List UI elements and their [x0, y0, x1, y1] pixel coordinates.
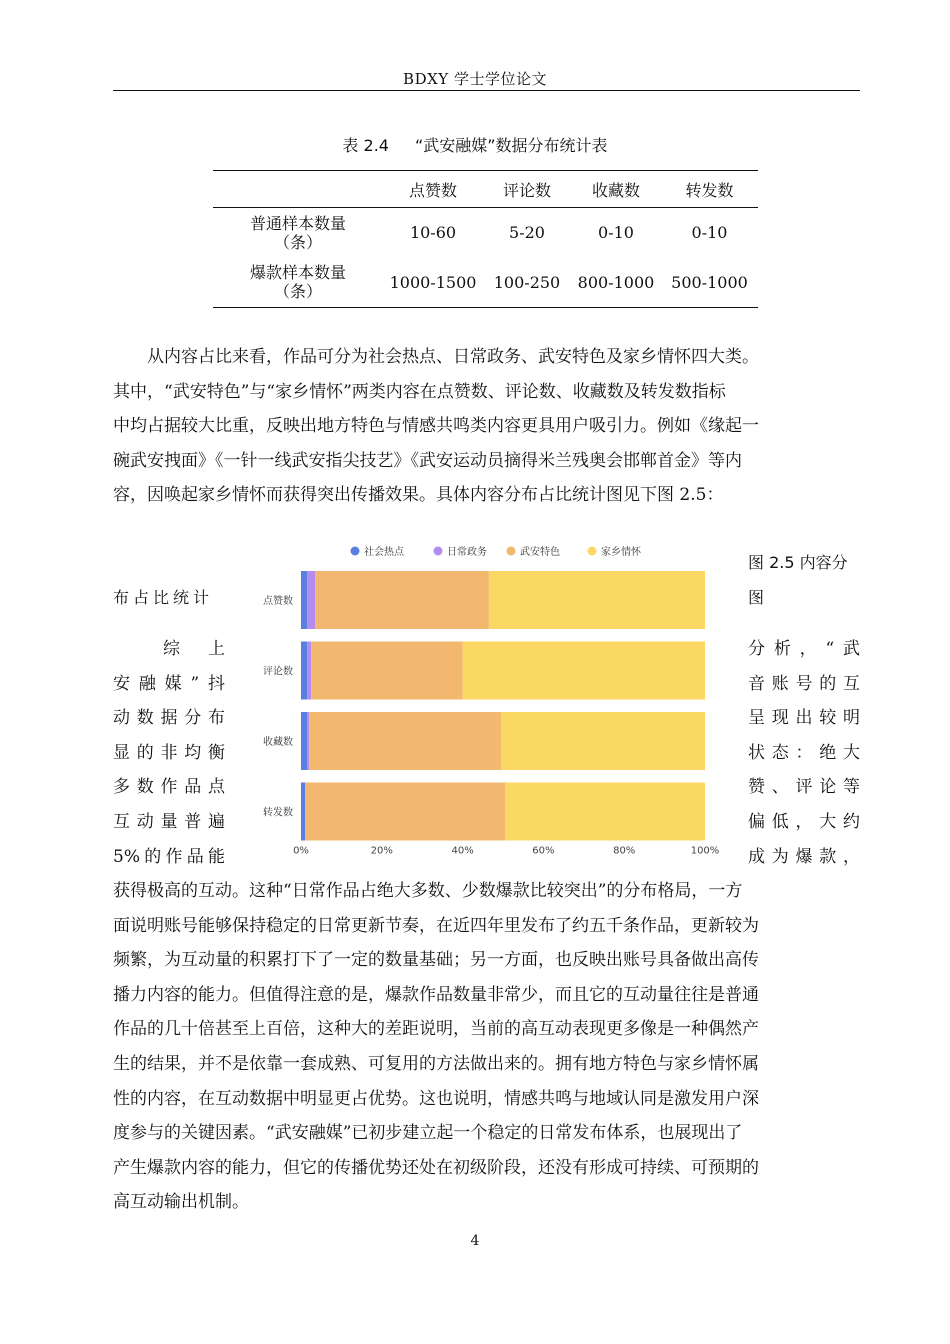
row-label: [213, 258, 383, 308]
bar-segment: [301, 712, 307, 770]
paragraph-line: 性的内容，在互动数据中明显更占优势。这也说明，情感共鸣与地域认同是激发用户深: [113, 1088, 759, 1109]
x-tick-label: 60%: [532, 845, 555, 857]
legend-label: 家乡情怀: [601, 547, 641, 558]
paragraph-line: 综 上: [163, 639, 225, 659]
table-row: [213, 258, 758, 308]
paragraph-line: 获得极高的互动。这种“日常作品占绝大多数、少数爆款比较突出”的分布格局，一方: [113, 881, 743, 901]
table-caption-number: 表 2.4: [342, 136, 389, 155]
paragraph-line: 赞、评论等: [748, 777, 860, 798]
paragraph-line: 作品的几十倍甚至上百倍，这种大的差距说明，当前的高互动表现更多像是一种偶然产: [113, 1019, 759, 1040]
category-label: 转发数: [263, 807, 293, 819]
row-label-line: （条）: [273, 282, 322, 302]
table-caption-title: “武安融媒”数据分布统计表: [414, 136, 608, 155]
bar-segment: [305, 783, 505, 841]
paragraph-line: 动数据分布: [113, 708, 225, 729]
table-cell: 5-20: [509, 223, 545, 243]
x-tick-label: 100%: [690, 845, 720, 857]
category-label: 收藏数: [263, 737, 293, 748]
paragraph-analysis: [113, 874, 860, 1220]
table-header-cell: 点赞数: [383, 171, 483, 208]
paragraph-line: 状态：绝大: [748, 742, 860, 763]
x-tick-label: 20%: [370, 845, 393, 857]
header-rule: [113, 90, 860, 91]
paragraph-line: 高互动输出机制。: [113, 1192, 249, 1213]
table-header-cell: 评论数: [483, 171, 571, 208]
table-cell: 500-1000: [661, 258, 758, 308]
bar-segment: [309, 712, 501, 770]
legend-label: 社会热点: [364, 547, 404, 558]
row-label: [213, 208, 383, 258]
paragraph-line: 播力内容的能力。但值得注意的是，爆款作品数量非常少，而且它的互动量往往是普通: [113, 984, 759, 1005]
row-label-line: 普通样本数量: [249, 213, 346, 233]
paragraph-line: 生的结果，并不是依靠一套成熟、可复用的方法做出来的。拥有地方特色与家乡情怀属: [113, 1053, 759, 1074]
bar-segment: [505, 783, 705, 841]
bar-segment: [307, 712, 309, 770]
category-label: 点赞数: [263, 596, 293, 607]
category-label: 评论数: [263, 666, 293, 678]
table-cell: 0-10: [598, 223, 634, 243]
table-row: [213, 208, 758, 258]
bar-segment: [501, 712, 705, 770]
x-tick-label: 80%: [613, 845, 636, 857]
paragraph-line: 呈现出较明: [748, 708, 860, 729]
paragraph-line: 分析，“武: [748, 639, 860, 659]
table-header-cell: 收藏数: [571, 171, 661, 208]
legend-label: 日常政务: [447, 547, 487, 558]
row-label-line: 爆款样本数量: [249, 263, 346, 283]
table-cell: 1000-1500: [383, 258, 483, 308]
paragraph-line: 频繁，为互动量的积累打下了一定的数量基础；另一方面，也反映出账号具备做出高传: [113, 950, 759, 971]
paragraph-line: 安融媒”抖: [113, 673, 225, 694]
paragraph-line: 其中，“武安特色”与“家乡情怀”两类内容在点赞数、评论数、收藏数及转发数指标: [113, 381, 726, 402]
table-header-row: [213, 171, 758, 208]
table-cell: 800-1000: [571, 258, 661, 308]
paragraph-line: 中均占据较大比重，反映出地方特色与情感共鸣类内容更具用户吸引力。例如《缘起一: [113, 416, 759, 437]
row-label-line: （条）: [273, 232, 322, 252]
paragraph-right-column: [748, 632, 860, 874]
data-distribution-table: [213, 170, 758, 308]
paragraph-line: 面说明账号能够保持稳定的日常更新节奏，在近四年里发布了约五千条作品，更新较为: [113, 915, 759, 936]
figure-caption-left: 布占比统计: [113, 588, 214, 607]
paragraph-left-column: [113, 632, 225, 874]
paragraph-line: 互动量普遍: [113, 811, 225, 832]
bar-segment: [315, 571, 489, 629]
paragraph-content-share: [113, 340, 860, 513]
paragraph-line: 偏低，大约: [748, 811, 860, 832]
legend-swatch: [507, 547, 516, 556]
table-header-cell: [213, 171, 383, 208]
table-caption: [0, 133, 950, 156]
paragraph-line: 成为爆款，: [748, 846, 860, 867]
figure-caption-right-1: 图 2.5 内容分: [748, 553, 848, 572]
content-share-chart: [240, 538, 730, 863]
paragraph-line: 容，因唤起家乡情怀而获得突出传播效果。具体内容分布占比统计图见下图 2.5：: [113, 485, 724, 506]
paragraph-line: 碗武安拽面》《一针一线武安指尖技艺》《武安运动员摘得米兰残奥会邯郸首金》等内: [113, 450, 742, 471]
paragraph-line: 显的非均衡: [113, 742, 225, 763]
bar-segment: [489, 571, 705, 629]
bar-segment: [463, 642, 705, 700]
legend-swatch: [434, 547, 443, 556]
legend-label: 武安特色: [520, 547, 560, 558]
bar-segment: [307, 642, 311, 700]
paragraph-line: 产生爆款内容的能力，但它的传播优势还处在初级阶段，还没有形成可持续、可预期的: [113, 1157, 759, 1178]
x-tick-label: 40%: [451, 845, 474, 857]
figure-caption-right-2: 图: [748, 588, 765, 607]
paragraph-line: 多数作品点: [113, 777, 225, 798]
bar-segment: [311, 642, 463, 700]
table-cell: 100-250: [483, 258, 571, 308]
bar-segment: [301, 571, 307, 629]
paragraph-line: 音账号的互: [748, 673, 860, 694]
bar-segment: [301, 642, 307, 700]
table-header-cell: 转发数: [661, 171, 758, 208]
x-tick-label: 0%: [293, 845, 309, 857]
table-cell: 10-60: [409, 223, 457, 243]
page-number: 4: [470, 1233, 480, 1249]
stacked-bar-chart: [240, 538, 730, 863]
legend-swatch: [351, 547, 360, 556]
table-cell: 0-10: [691, 223, 728, 243]
paragraph-line: 5%的作品能: [113, 846, 225, 867]
bar-segment: [307, 571, 315, 629]
bar-segment: [301, 783, 305, 841]
paragraph-line: 度参与的关键因素。“武安融媒”已初步建立起一个稳定的日常发布体系，也展现出了: [113, 1123, 743, 1144]
paragraph-line: 从内容占比来看，作品可分为社会热点、日常政务、武安特色及家乡情怀四大类。: [113, 347, 759, 367]
running-head: BDXY 学士学位论文: [403, 70, 547, 88]
legend-swatch: [588, 547, 597, 556]
